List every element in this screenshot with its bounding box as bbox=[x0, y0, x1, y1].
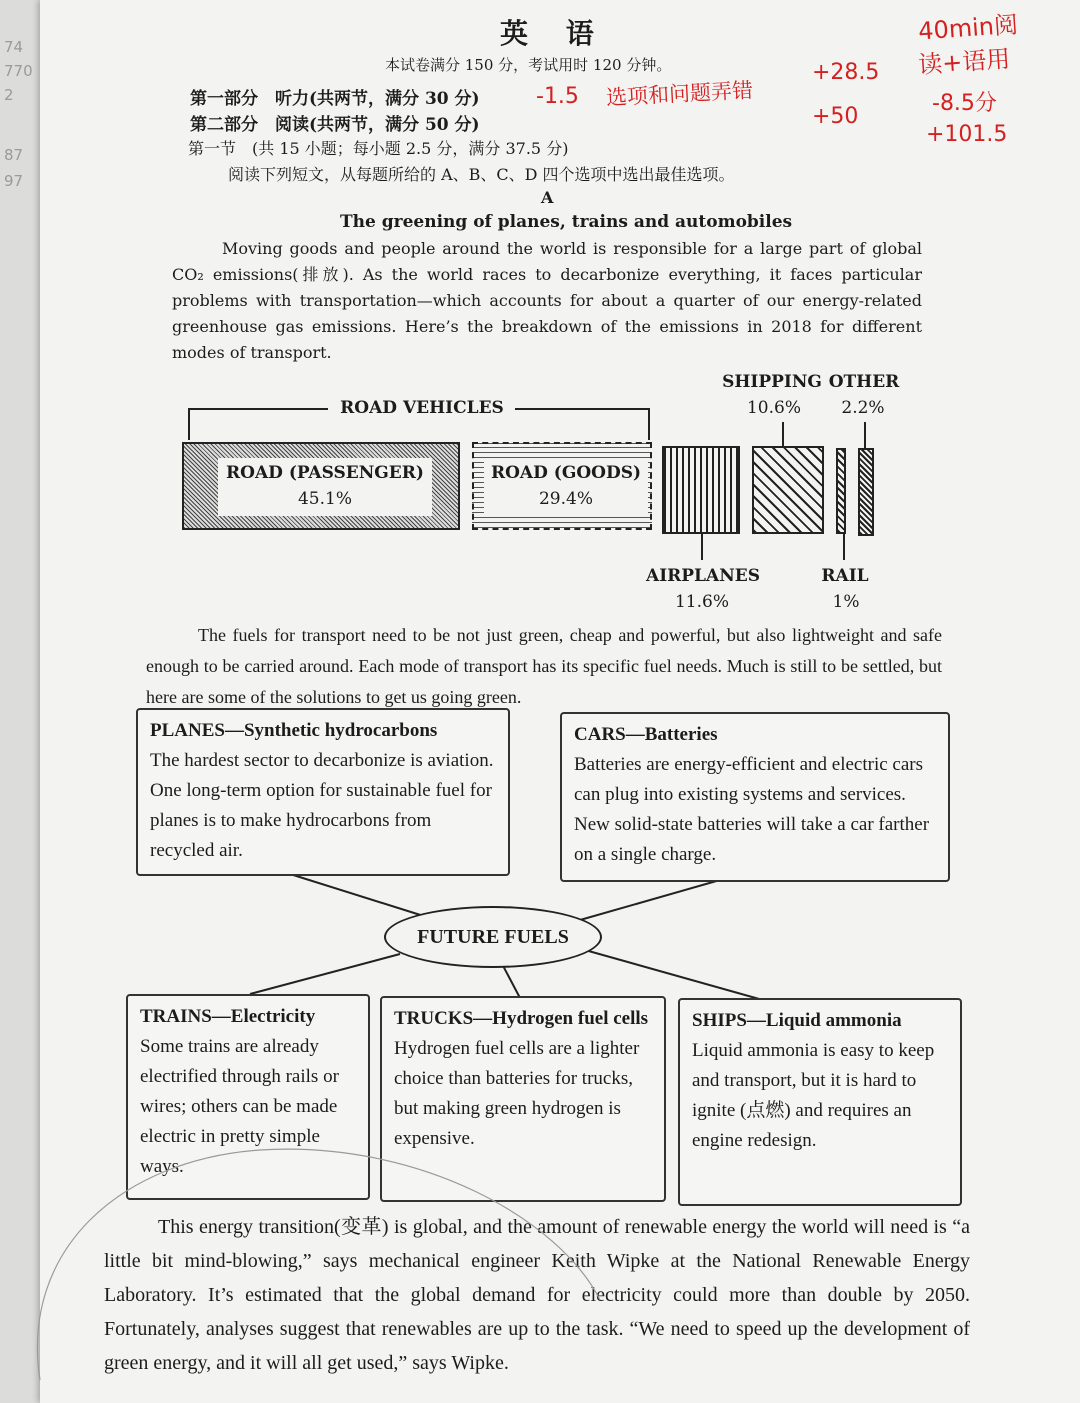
fuel-body-ships: Liquid ammonia is easy to keep and transport, but it is hard to ignite (点燃) and requires an engine redesign. bbox=[692, 1040, 935, 1151]
fuel-body-planes: The hardest sector to decarbonize is aviation. One long-term option for sustainable fuel for planes is to make hydrocarbons from recycled air. bbox=[150, 750, 494, 861]
passage-paragraph-1: Moving goods and people around the world is responsible for a large part of global CO₂ emissions(排放). As the world races to decarbonize everything, it faces particular problems with transportation—which accounts for about a quarter of our energy-related greenhouse gas emissions. Here’s the breakdown of the emissions in 2018 for different modes of transport. bbox=[172, 239, 922, 362]
passage-paragraph-2: The fuels for transport need to be not just green, cheap and powerful, but also lightweight and safe enough to be carried around. Each mode of transport has its specific fuel needs. Much is still to be settled, but here are some of the solutions to get us going green. bbox=[146, 625, 942, 707]
future-fuels-ellipse: FUTURE FUELS bbox=[384, 906, 602, 968]
label-other: OTHER bbox=[828, 372, 900, 392]
label-shipping: SHIPPING bbox=[722, 372, 822, 392]
passage-title: The greening of planes, trains and automobiles bbox=[340, 212, 793, 232]
fuel-body-cars: Batteries are energy-efficient and electric cars can plug into existing systems and services. New solid-state batteries will take a car farther on a single charge. bbox=[574, 754, 930, 865]
annotation-time: 40min阅 bbox=[917, 10, 1019, 46]
section1-heading: 第一节 (共 15 小题；每小题 2.5 分，满分 37.5 分) bbox=[188, 139, 569, 158]
part2-heading: 第二部分 阅读(共两节，满分 50 分) bbox=[190, 115, 480, 135]
annotation-score-a: +28.5 bbox=[812, 60, 880, 85]
fuel-head-trains: TRAINS—Electricity bbox=[140, 1006, 316, 1027]
fuel-head-cars: CARS—Batteries bbox=[574, 724, 718, 745]
fuel-body-trains: Some trains are already electrified through rails or wires; others can be made electric in pretty simple ways. bbox=[140, 1036, 339, 1177]
label-rail: RAIL bbox=[821, 566, 869, 586]
value-road-goods: 29.4% bbox=[538, 489, 593, 509]
value-road-passenger: 45.1% bbox=[297, 489, 352, 509]
road-vehicles-label: ROAD VEHICLES bbox=[340, 398, 504, 418]
annotation-listening-note: 选项和问题弄错 bbox=[605, 78, 754, 110]
fuel-head-ships: SHIPS—Liquid ammonia bbox=[692, 1010, 902, 1031]
margin-number: 97 bbox=[4, 172, 24, 190]
margin-number: 74 bbox=[4, 38, 24, 56]
category-road-passenger: ROAD (PASSENGER) bbox=[226, 463, 424, 483]
annotation-total: +101.5 bbox=[926, 122, 1008, 147]
value-airplanes: 11.6% bbox=[674, 592, 729, 612]
margin-number: 2 bbox=[4, 86, 14, 104]
category-road-goods: ROAD (GOODS) bbox=[490, 463, 642, 483]
fuel-head-planes: PLANES—Synthetic hydrocarbons bbox=[150, 720, 438, 741]
instructions: 阅读下列短文，从每题所给的 A、B、C、D 四个选项中选出最佳选项。 bbox=[228, 165, 735, 184]
passage-letter: A bbox=[541, 188, 554, 207]
value-rail: 1% bbox=[832, 592, 860, 612]
exam-subtitle: 本试卷满分 150 分，考试用时 120 分钟。 bbox=[385, 56, 672, 74]
passage-paragraph-3: This energy transition(变革) is global, and the amount of renewable energy the world will need is “a little bit mind-blowing,” says mechanical engineer Keith Wipke at the National Renewable Energy Laboratory. It’s estimated that the global demand for electricity could more than double by 2050. Fortunately, analyses suggest that renewables are up to the task. “We need to speed up the development of green energy, and it will all get used,” says Wipke. bbox=[104, 1216, 970, 1374]
exam-title: 英 语 bbox=[500, 17, 608, 50]
fuel-head-trucks: TRUCKS—Hydrogen fuel cells bbox=[394, 1008, 649, 1029]
value-other: 2.2% bbox=[841, 398, 885, 418]
fuel-body-trucks: Hydrogen fuel cells are a lighter choice than batteries for trucks, but making green hydrogen is expensive. bbox=[394, 1038, 640, 1149]
margin-number: 770 bbox=[4, 62, 33, 80]
annotation-score-b: +50 bbox=[812, 104, 859, 129]
value-shipping: 10.6% bbox=[746, 398, 801, 418]
annotation-scope: 读+语用 bbox=[917, 44, 1012, 80]
annotation-deduction: -8.5分 bbox=[932, 91, 997, 116]
label-airplanes: AIRPLANES bbox=[646, 566, 760, 586]
annotation-listening-deduction: -1.5 bbox=[536, 84, 579, 109]
margin-number: 87 bbox=[4, 146, 24, 164]
part1-heading: 第一部分 听力(共两节，满分 30 分) bbox=[190, 89, 480, 109]
